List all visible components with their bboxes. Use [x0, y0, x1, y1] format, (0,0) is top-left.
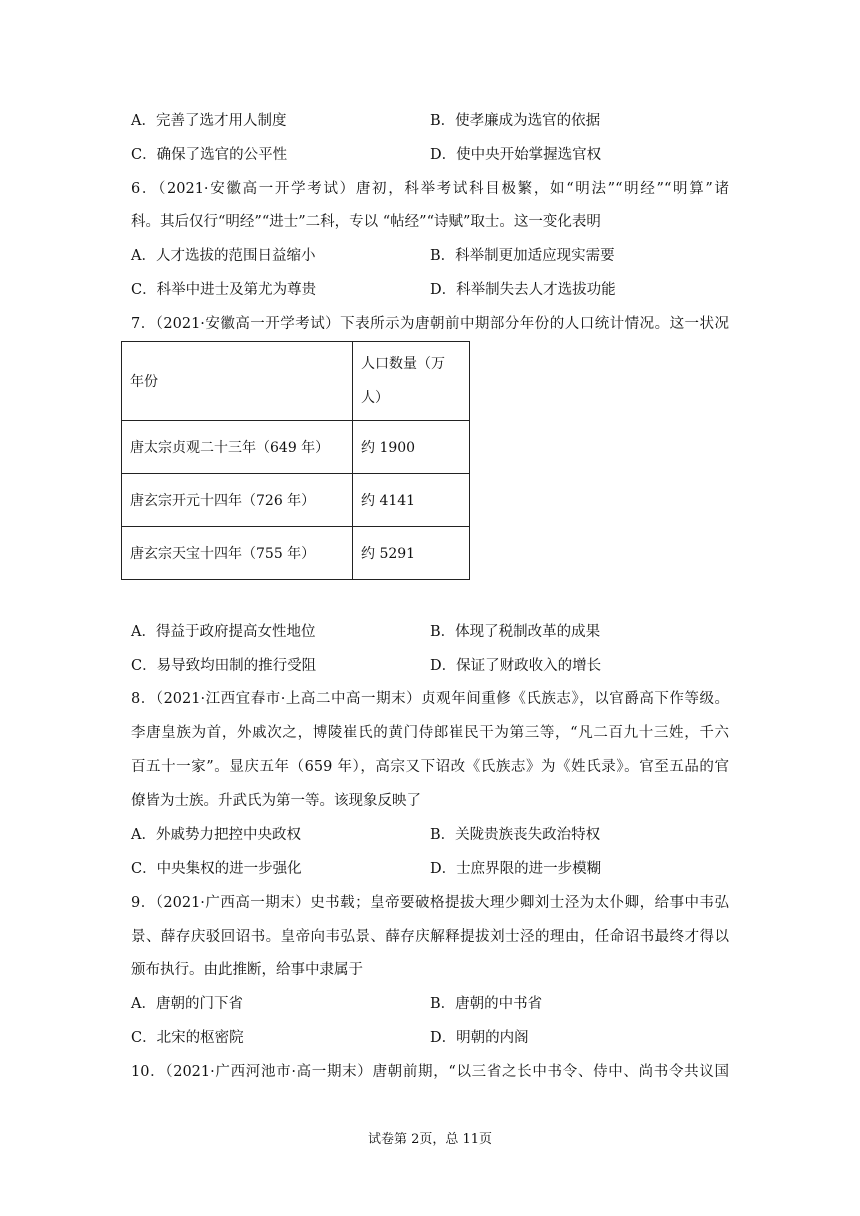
q9-stem-line-3: 颁布执行。由此推断，给事中隶属于: [131, 962, 363, 978]
q8-option-a: A．外戚势力把控中央政权: [131, 827, 301, 843]
q5-option-b: B．使孝廉成为选官的依据: [430, 113, 601, 129]
q6-option-b: B．科举制更加适应现实需要: [430, 248, 615, 264]
row-population: 约 1900: [353, 421, 470, 474]
q5-option-c: C．确保了选官的公平性: [131, 147, 288, 163]
q9-option-a: A．唐朝的门下省: [131, 996, 243, 1012]
q8-stem-line-2: 李唐皇族为首，外戚次之，博陵崔氏的黄门侍郎崔民干为第三等，“凡二百九十三姓，千六: [131, 725, 729, 741]
q9-stem-line-2: 景、薛存庆驳回诏书。皇帝向韦弘景、薛存庆解释提拔刘士泾的理由，任命诏书最终才得以: [131, 929, 729, 945]
q9-option-c: C．北宋的枢密院: [131, 1030, 244, 1046]
header-year: 年份: [122, 342, 353, 421]
q7-option-b: B．体现了税制改革的成果: [430, 624, 601, 640]
q8-stem-line-1: 8．（2021·江西宜春市·上高二中高一期末）贞观年间重修《氏族志》，以官爵高下作等级。: [131, 691, 729, 707]
q7-option-c: C．易导致均田制的推行受阻: [131, 658, 317, 674]
q9-option-b: B．唐朝的中书省: [430, 996, 543, 1012]
population-table: [121, 341, 470, 580]
q7-option-d: D．保证了财政收入的增长: [430, 658, 602, 674]
q10-stem-line-1: 10．（2021·广西河池市·高一期末）唐朝前期，“以三省之长中书令、侍中、尚书令共议国: [131, 1064, 729, 1080]
q8-stem-line-3: 百五十一家”。显庆五年（659 年），高宗又下诏改《氏族志》为《姓氏录》。官至五品的官: [131, 759, 729, 775]
row-year: 唐玄宗开元十四年（726 年）: [122, 474, 353, 527]
page-footer: 试卷第 2页，总 11页: [367, 1132, 493, 1147]
q6-option-d: D．科举制失去人才选拔功能: [430, 282, 616, 298]
row-year: 唐太宗贞观二十三年（649 年）: [122, 421, 353, 474]
q6-stem-line-1: 6．（2021·安徽高一开学考试）唐初，科举考试科目极繁，如“明法”“明经”“明算”诸: [131, 181, 729, 197]
header-population-line-1: 人口数量（万: [361, 356, 445, 372]
q8-option-d: D．士庶界限的进一步模糊: [430, 861, 602, 877]
table-row: [122, 527, 470, 580]
q6-stem-line-2: 科。其后仅行“明经”“进士”二科，专以 “帖经”“诗赋”取士。这一变化表明: [131, 214, 601, 230]
q6-option-c: C．科举中进士及第尤为尊贵: [131, 282, 317, 298]
row-population: 约 4141: [353, 474, 470, 527]
q9-option-d: D．明朝的内阁: [430, 1030, 529, 1046]
q7-option-a: A．得益于政府提高女性地位: [131, 624, 316, 640]
row-year: 唐玄宗天宝十四年（755 年）: [122, 527, 353, 580]
q7-stem-line-1: 7．（2021·安徽高一开学考试）下表所示为唐朝前中期部分年份的人口统计情况。这一状况: [131, 316, 729, 332]
q9-stem-line-1: 9．（2021·广西高一期末）史书载；皇帝要破格提拔大理少卿刘士泾为太仆卿，给事中韦弘: [131, 895, 729, 911]
q5-option-d: D．使中央开始掌握选官权: [430, 147, 602, 163]
row-population: 约 5291: [353, 527, 470, 580]
table-row: [122, 421, 470, 474]
q6-option-a: A．人才选拔的范围日益缩小: [131, 248, 316, 264]
header-population: [353, 342, 470, 421]
q8-option-c: C．中央集权的进一步强化: [131, 861, 302, 877]
header-population-line-2: 人）: [361, 390, 389, 406]
q8-stem-line-4: 僚皆为士族。升武氏为第一等。该现象反映了: [131, 793, 421, 809]
table-row: [122, 474, 470, 527]
table-header-row: [122, 342, 470, 421]
q5-option-a: A．完善了选才用人制度: [131, 113, 287, 129]
q8-option-b: B．关陇贵族丧失政治特权: [430, 827, 601, 843]
